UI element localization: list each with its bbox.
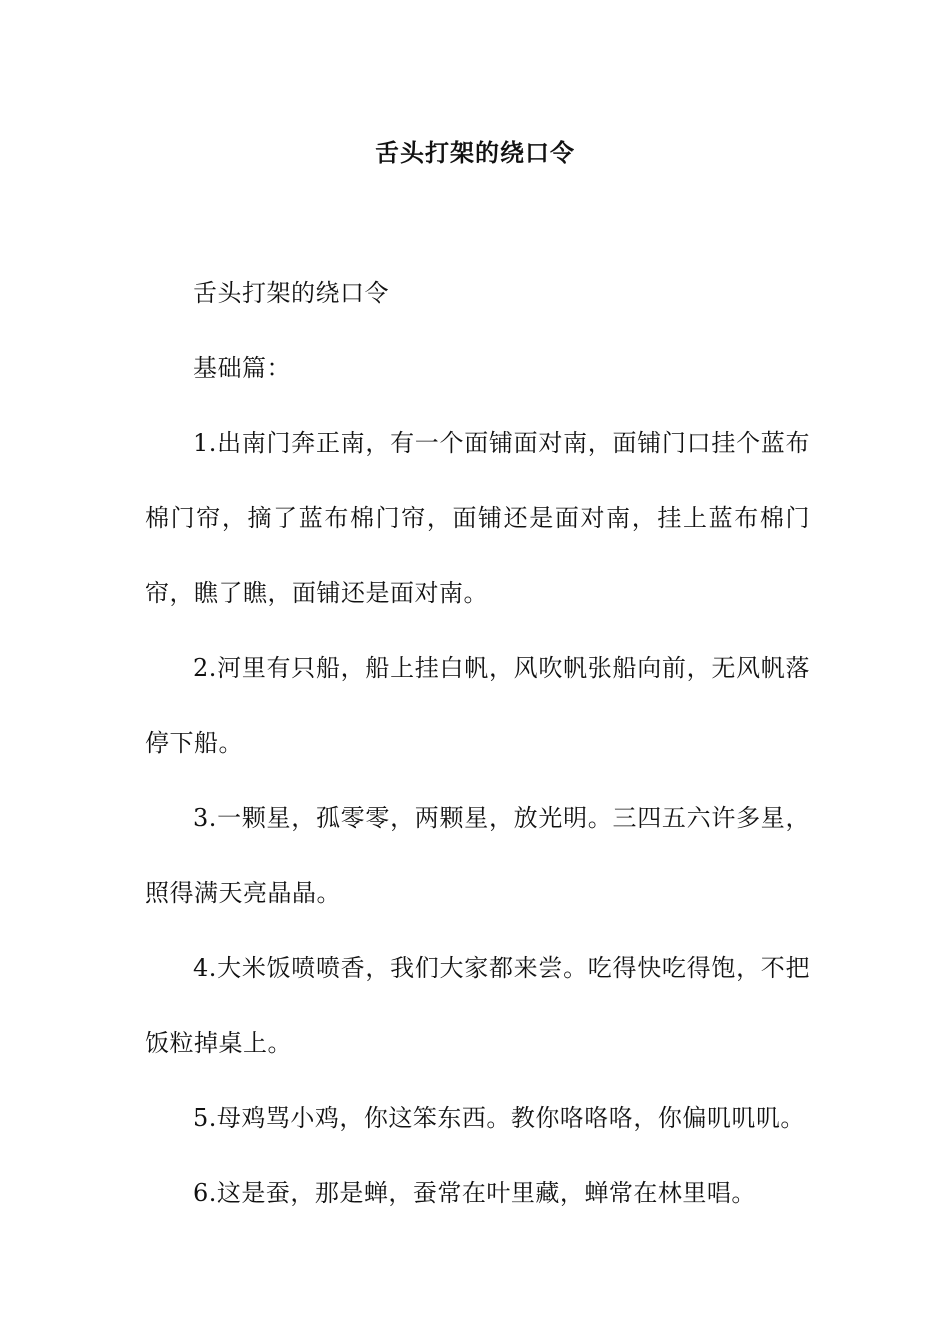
paragraph-section-heading: 基础篇： [193,354,291,382]
paragraph-item-2: 2.河里有只船，船上挂白帆，风吹帆张船向前，无风帆落停下船。 [145,654,810,757]
paragraph-item-5: 5.母鸡骂小鸡，你这笨东西。教你咯咯咯，你偏叽叽叽。 [193,1104,805,1132]
paragraph-subtitle: 舌头打架的绕口令 [193,279,389,307]
paragraph-item-4: 4.大米饭喷喷香，我们大家都来尝。吃得快吃得饱，不把饭粒掉桌上。 [145,954,810,1057]
paragraph-item-6: 6.这是蚕，那是蝉，蚕常在叶里藏，蝉常在林里唱。 [193,1179,756,1207]
paragraph-item-3: 3.一颗星，孤零零，两颗星，放光明。三四五六许多星，照得满天亮晶晶。 [145,804,810,907]
document-title: 舌头打架的绕口令 [375,139,575,167]
paragraph-item-1: 1.出南门奔正南，有一个面铺面对南，面铺门口挂个蓝布棉门帘，摘了蓝布棉门帘，面铺还是面对南，挂上蓝布棉门帘，瞧了瞧，面铺还是面对南。 [145,429,810,607]
document-body [145,256,810,1231]
